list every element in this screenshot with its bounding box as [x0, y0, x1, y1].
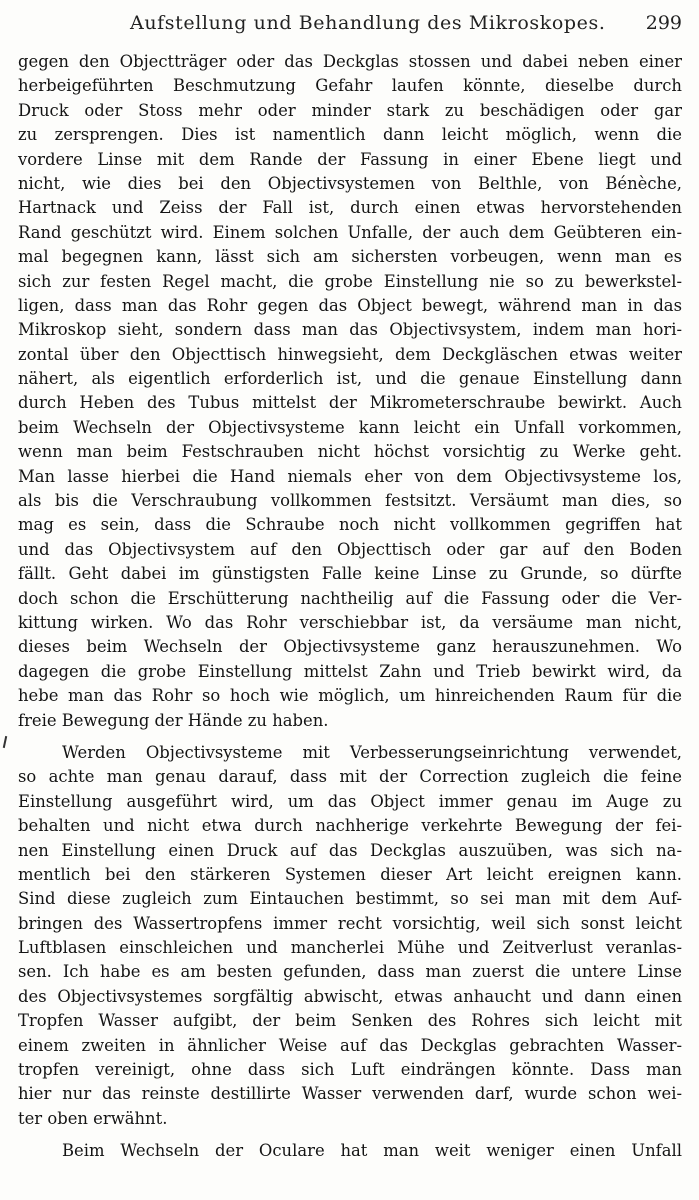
text-line: mal begegnen kann, lässt sich am sichersten vorbeugen, wenn man es: [18, 247, 682, 267]
paragraph-gap: [18, 733, 682, 741]
paragraph-3: [18, 1139, 682, 1163]
text-line: hebe man das Rohr so hoch wie möglich, um hinreichenden Raum für die: [18, 686, 682, 706]
paragraph-2: [18, 741, 682, 1131]
text-line: und das Objectivsystem auf den Objecttisch oder gar auf den Boden: [18, 539, 682, 559]
text-line: Hartnack und Zeiss der Fall ist, durch einen etwas hervorstehenden: [18, 198, 682, 218]
text-line: wenn man beim Festschrauben nicht höchst vorsichtig zu Werke geht.: [18, 442, 682, 462]
page-number: 299: [645, 12, 682, 34]
margin-mark: [3, 736, 7, 748]
text-line: freie Bewegung der Hände zu haben.: [18, 710, 329, 730]
text-line: fällt. Geht dabei im günstigsten Falle keine Linse zu Grunde, so dürfte: [18, 564, 682, 584]
text-line: mentlich bei den stärkeren Systemen dieser Art leicht ereignen kann.: [18, 864, 682, 884]
text-line: behalten und nicht etwa durch nachherige verkehrte Bewegung der fei-: [18, 816, 682, 836]
running-head-title: Aufstellung und Behandlung des Mikroskopes.: [130, 12, 606, 34]
text-line: dagegen die grobe Einstellung mittelst Zahn und Trieb bewirkt wird, da: [18, 661, 682, 681]
text-line: nen Einstellung einen Druck auf das Deckglas auszuüben, was sich na-: [18, 840, 682, 860]
text-line: Rand geschützt wird. Einem solchen Unfalle, der auch dem Geübteren ein-: [18, 222, 682, 242]
text-line: so achte man genau darauf, dass mit der Correction zugleich die feine: [18, 767, 682, 787]
text-line: nicht, wie dies bei den Objectivsystemen von Belthle, von Bénèche,: [18, 173, 682, 193]
text-line: beim Wechseln der Objectivsysteme kann leicht ein Unfall vorkommen,: [18, 417, 682, 437]
text-line: einem zweiten in ähnlicher Weise auf das Deckglas gebrachten Wasser-: [18, 1035, 682, 1055]
text-line: Luftblasen einschleichen und mancherlei Mühe und Zeitverlust veranlas-: [18, 938, 682, 958]
text-line: mag es sein, dass die Schraube noch nicht vollkommen gegriffen hat: [18, 515, 682, 535]
text-line: sen. Ich habe es am besten gefunden, dass man zuerst die untere Linse: [18, 962, 682, 982]
text-line: vordere Linse mit dem Rande der Fassung in einer Ebene liegt und: [18, 149, 682, 169]
text-line: kittung wirken. Wo das Rohr verschiebbar ist, da versäume man nicht,: [18, 612, 682, 632]
text-line: Werden Objectivsysteme mit Verbesserungseinrichtung verwendet,: [62, 742, 682, 762]
text-line: Einstellung ausgeführt wird, um das Object immer genau im Auge zu: [18, 791, 682, 811]
text-line: hier nur das reinste destillirte Wasser verwenden darf, wurde schon wei-: [18, 1084, 682, 1104]
paragraph-1: [18, 50, 682, 733]
text-line: ter oben erwähnt.: [18, 1108, 168, 1128]
text-line: dieses beim Wechseln der Objectivsysteme ganz herauszunehmen. Wo: [18, 637, 682, 657]
text-line: herbeigeführten Beschmutzung Gefahr laufen könnte, dieselbe durch: [18, 76, 682, 96]
text-line: nähert, als eigentlich erforderlich ist, und die genaue Einstellung dann: [18, 369, 682, 389]
text-line: Mikroskop sieht, sondern dass man das Objectivsystem, indem man hori-: [18, 320, 682, 340]
text-line: tropfen vereinigt, ohne dass sich Luft eindrängen könnte. Dass man: [18, 1060, 682, 1080]
text-line: doch schon die Erschütterung nachtheilig auf die Fassung oder die Ver-: [18, 588, 682, 608]
running-head: [18, 12, 682, 46]
text-line: sich zur festen Regel macht, die grobe Einstellung nie so zu bewerkstel-: [18, 271, 682, 291]
text-line: Sind diese zugleich zum Eintauchen bestimmt, so sei man mit dem Auf-: [18, 889, 682, 909]
text-line: bringen des Wassertropfens immer recht vorsichtig, weil sich sonst leicht: [18, 913, 682, 933]
paragraph-gap: [18, 1131, 682, 1139]
text-line: gegen den Objectträger oder das Deckglas stossen und dabei neben einer: [18, 52, 682, 71]
body-text: [18, 50, 682, 1164]
text-line: Man lasse hierbei die Hand niemals eher von dem Objectivsysteme los,: [18, 466, 682, 486]
text-line: durch Heben des Tubus mittelst der Mikrometerschraube bewirkt. Auch: [18, 393, 682, 413]
text-line: Beim Wechseln der Oculare hat man weit weniger einen Unfall: [62, 1141, 682, 1161]
text-line: des Objectivsystemes sorgfältig abwischt, etwas anhaucht und dann einen: [18, 986, 682, 1006]
text-line: zontal über den Objecttisch hinwegsieht, dem Deckgläschen etwas weiter: [18, 344, 682, 364]
text-line: ligen, dass man das Rohr gegen das Object bewegt, während man in das: [18, 295, 682, 315]
text-line: zu zersprengen. Dies ist namentlich dann leicht möglich, wenn die: [18, 125, 682, 145]
text-line: Druck oder Stoss mehr oder minder stark zu beschädigen oder gar: [18, 100, 682, 120]
text-line: Tropfen Wasser aufgibt, der beim Senken des Rohres sich leicht mit: [18, 1011, 682, 1031]
text-line: als bis die Verschraubung vollkommen festsitzt. Versäumt man dies, so: [18, 491, 682, 511]
